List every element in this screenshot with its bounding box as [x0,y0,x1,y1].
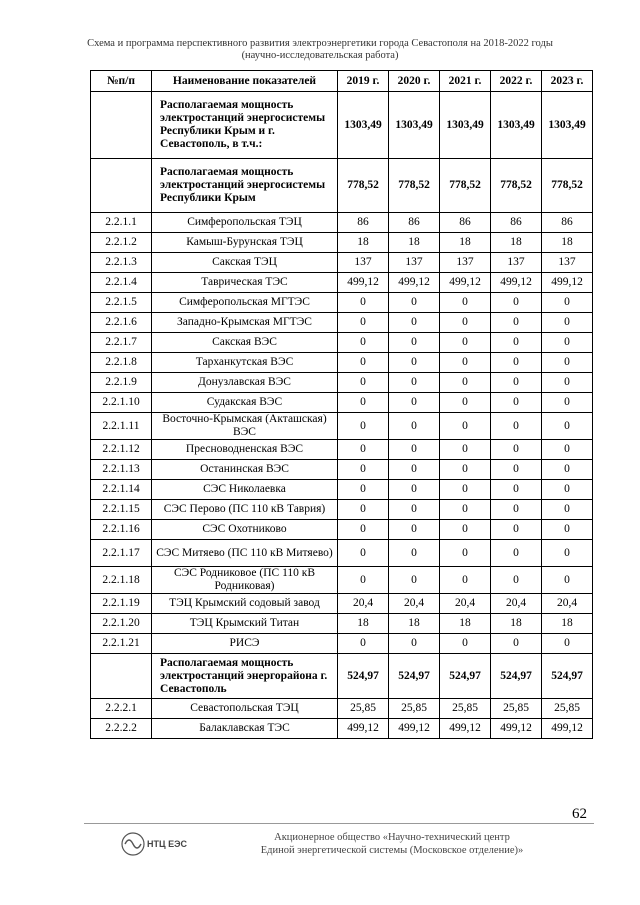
table-row [91,373,593,393]
value-2023: 499,12 [542,273,593,293]
row-name: Севастопольская ТЭЦ [152,699,338,719]
value-2019: 18 [338,233,389,253]
value-2019: 0 [338,440,389,460]
row-name: Таврическая ТЭС [152,273,338,293]
row-number [91,92,152,159]
value-2019: 0 [338,333,389,353]
row-name: Располагаемая мощность электростанций энергосистемы Республики Крым и г. Севастополь, в т.ч.: [152,92,338,159]
value-2022: 524,97 [491,654,542,699]
value-2019: 86 [338,213,389,233]
row-name: Тарханкутская ВЭС [152,353,338,373]
col-header-2019: 2019 г. [338,71,389,92]
value-2022: 0 [491,413,542,440]
value-2022: 86 [491,213,542,233]
table-row [91,92,593,159]
value-2022: 499,12 [491,719,542,739]
value-2020: 0 [389,353,440,373]
row-number: 2.2.1.19 [91,594,152,614]
value-2023: 0 [542,540,593,567]
value-2021: 0 [440,520,491,540]
value-2020: 0 [389,373,440,393]
table-row [91,413,593,440]
capacity-table [90,70,593,739]
value-2023: 499,12 [542,719,593,739]
value-2022: 18 [491,233,542,253]
table-row [91,353,593,373]
value-2022: 0 [491,520,542,540]
value-2020: 0 [389,393,440,413]
value-2020: 0 [389,413,440,440]
row-number: 2.2.1.10 [91,393,152,413]
row-name: РИСЭ [152,634,338,654]
value-2021: 18 [440,233,491,253]
value-2020: 499,12 [389,719,440,739]
footer-line-1: Акционерное общество «Научно-технический центр [274,832,510,843]
row-number: 2.2.1.7 [91,333,152,353]
value-2019: 499,12 [338,719,389,739]
value-2019: 0 [338,373,389,393]
value-2019: 0 [338,520,389,540]
row-name: Западно-Крымская МГТЭС [152,313,338,333]
logo-text: НТЦ ЕЭС [147,839,187,849]
value-2019: 524,97 [338,654,389,699]
value-2022: 0 [491,540,542,567]
row-number: 2.2.1.3 [91,253,152,273]
value-2021: 1303,49 [440,92,491,159]
value-2022: 0 [491,373,542,393]
value-2021: 0 [440,634,491,654]
value-2022: 778,52 [491,159,542,213]
row-name: Симферопольская МГТЭС [152,293,338,313]
value-2021: 0 [440,313,491,333]
value-2022: 0 [491,460,542,480]
row-number: 2.2.1.14 [91,480,152,500]
value-2020: 0 [389,460,440,480]
header-line-2: (научно-исследовательская работа) [241,50,399,61]
table-row [91,480,593,500]
row-number: 2.2.1.4 [91,273,152,293]
value-2020: 25,85 [389,699,440,719]
row-number: 2.2.1.2 [91,233,152,253]
table-row [91,699,593,719]
table-row [91,520,593,540]
value-2019: 0 [338,500,389,520]
value-2021: 0 [440,500,491,520]
value-2020: 18 [389,614,440,634]
row-number: 2.2.1.20 [91,614,152,634]
value-2023: 86 [542,213,593,233]
value-2022: 0 [491,500,542,520]
value-2023: 0 [542,413,593,440]
value-2020: 0 [389,313,440,333]
row-name: Располагаемая мощность электростанций энергорайона г. Севастополь [152,654,338,699]
value-2022: 0 [491,293,542,313]
table-row [91,273,593,293]
value-2021: 0 [440,540,491,567]
row-name: Сакская ВЭС [152,333,338,353]
value-2019: 0 [338,393,389,413]
value-2020: 20,4 [389,594,440,614]
footer-divider [84,823,594,824]
row-number [91,654,152,699]
value-2023: 0 [542,480,593,500]
value-2022: 0 [491,567,542,594]
value-2023: 524,97 [542,654,593,699]
table-row [91,654,593,699]
value-2021: 86 [440,213,491,233]
value-2021: 0 [440,567,491,594]
row-number: 2.2.1.13 [91,460,152,480]
value-2021: 778,52 [440,159,491,213]
row-name: Симферопольская ТЭЦ [152,213,338,233]
value-2021: 0 [440,373,491,393]
value-2021: 0 [440,393,491,413]
table-row [91,293,593,313]
value-2019: 0 [338,480,389,500]
value-2022: 0 [491,480,542,500]
table-row [91,440,593,460]
row-name: СЭС Охотниково [152,520,338,540]
value-2021: 0 [440,440,491,460]
row-number: 2.2.1.5 [91,293,152,313]
value-2023: 20,4 [542,594,593,614]
value-2021: 18 [440,614,491,634]
row-number [91,159,152,213]
col-header-num: №п/п [91,71,152,92]
value-2022: 1303,49 [491,92,542,159]
table-header-row [91,71,593,92]
value-2020: 0 [389,567,440,594]
value-2022: 0 [491,353,542,373]
value-2020: 524,97 [389,654,440,699]
value-2019: 0 [338,567,389,594]
table-row [91,634,593,654]
value-2023: 1303,49 [542,92,593,159]
value-2019: 20,4 [338,594,389,614]
value-2020: 86 [389,213,440,233]
value-2023: 0 [542,440,593,460]
col-header-2023: 2023 г. [542,71,593,92]
value-2021: 524,97 [440,654,491,699]
value-2020: 0 [389,333,440,353]
value-2020: 499,12 [389,273,440,293]
value-2022: 0 [491,634,542,654]
value-2019: 499,12 [338,273,389,293]
table-row [91,393,593,413]
value-2023: 0 [542,500,593,520]
value-2020: 137 [389,253,440,273]
row-name: ТЭЦ Крымский содовый завод [152,594,338,614]
row-name: Камыш-Бурунская ТЭЦ [152,233,338,253]
value-2019: 0 [338,413,389,440]
value-2022: 0 [491,393,542,413]
row-name: Восточно-Крымская (Акташская) ВЭС [152,413,338,440]
value-2021: 499,12 [440,719,491,739]
header-line-1: Схема и программа перспективного развития электроэнергетики города Севастополя на 2018-2022 годы [87,38,553,49]
row-number: 2.2.2.1 [91,699,152,719]
table-row [91,594,593,614]
value-2019: 0 [338,540,389,567]
value-2023: 0 [542,313,593,333]
row-name: Останинская ВЭС [152,460,338,480]
value-2019: 0 [338,634,389,654]
value-2021: 0 [440,460,491,480]
value-2022: 20,4 [491,594,542,614]
value-2019: 0 [338,460,389,480]
value-2023: 0 [542,520,593,540]
value-2023: 0 [542,293,593,313]
row-name: СЭС Перово (ПС 110 кВ Таврия) [152,500,338,520]
value-2019: 0 [338,313,389,333]
footer-text [222,831,562,857]
value-2023: 0 [542,567,593,594]
value-2020: 18 [389,233,440,253]
value-2019: 778,52 [338,159,389,213]
table-row [91,719,593,739]
value-2021: 0 [440,293,491,313]
row-number: 2.2.2.2 [91,719,152,739]
row-number: 2.2.1.9 [91,373,152,393]
value-2020: 0 [389,500,440,520]
value-2022: 0 [491,313,542,333]
company-logo [120,830,190,858]
row-number: 2.2.1.12 [91,440,152,460]
table-row [91,213,593,233]
value-2021: 20,4 [440,594,491,614]
col-header-2022: 2022 г. [491,71,542,92]
col-header-2021: 2021 г. [440,71,491,92]
table-row [91,333,593,353]
table-row [91,567,593,594]
table-row [91,500,593,520]
value-2023: 18 [542,614,593,634]
row-number: 2.2.1.17 [91,540,152,567]
value-2019: 0 [338,353,389,373]
value-2022: 137 [491,253,542,273]
value-2023: 0 [542,373,593,393]
row-number: 2.2.1.11 [91,413,152,440]
row-number: 2.2.1.21 [91,634,152,654]
col-header-name: Наименование показателей [152,71,338,92]
value-2023: 778,52 [542,159,593,213]
row-number: 2.2.1.18 [91,567,152,594]
row-name: Сакская ТЭЦ [152,253,338,273]
value-2023: 18 [542,233,593,253]
row-name: СЭС Митяево (ПС 110 кВ Митяево) [152,540,338,567]
row-name: Балаклавская ТЭС [152,719,338,739]
value-2023: 0 [542,634,593,654]
table-row [91,233,593,253]
value-2020: 1303,49 [389,92,440,159]
value-2023: 0 [542,393,593,413]
col-header-2020: 2020 г. [389,71,440,92]
row-name: Располагаемая мощность электростанций энергосистемы Республики Крым [152,159,338,213]
table-row [91,159,593,213]
value-2023: 0 [542,353,593,373]
value-2022: 0 [491,333,542,353]
page-header [0,38,640,62]
row-name: СЭС Николаевка [152,480,338,500]
row-name: Судакская ВЭС [152,393,338,413]
row-number: 2.2.1.15 [91,500,152,520]
value-2019: 25,85 [338,699,389,719]
value-2023: 0 [542,460,593,480]
value-2019: 137 [338,253,389,273]
row-name: Донузлавская ВЭС [152,373,338,393]
value-2022: 25,85 [491,699,542,719]
value-2023: 137 [542,253,593,273]
value-2021: 0 [440,413,491,440]
value-2020: 0 [389,440,440,460]
table-row [91,614,593,634]
value-2022: 18 [491,614,542,634]
footer-line-2: Единой энергетической системы (Московское отделение)» [260,845,524,856]
table-row [91,313,593,333]
value-2023: 0 [542,333,593,353]
value-2023: 25,85 [542,699,593,719]
value-2020: 0 [389,480,440,500]
row-number: 2.2.1.8 [91,353,152,373]
value-2020: 0 [389,520,440,540]
row-name: ТЭЦ Крымский Титан [152,614,338,634]
value-2020: 0 [389,634,440,654]
value-2019: 18 [338,614,389,634]
value-2021: 25,85 [440,699,491,719]
table-row [91,540,593,567]
value-2020: 0 [389,540,440,567]
value-2020: 0 [389,293,440,313]
value-2021: 0 [440,353,491,373]
value-2019: 0 [338,293,389,313]
value-2021: 137 [440,253,491,273]
value-2021: 0 [440,333,491,353]
row-name: СЭС Родниковое (ПС 110 кВ Родниковая) [152,567,338,594]
value-2022: 0 [491,440,542,460]
value-2022: 499,12 [491,273,542,293]
table-row [91,460,593,480]
row-number: 2.2.1.1 [91,213,152,233]
row-number: 2.2.1.16 [91,520,152,540]
value-2020: 778,52 [389,159,440,213]
value-2021: 0 [440,480,491,500]
value-2019: 1303,49 [338,92,389,159]
row-name: Пресноводненская ВЭС [152,440,338,460]
page-number: 62 [572,806,587,822]
row-number: 2.2.1.6 [91,313,152,333]
table-row [91,253,593,273]
value-2021: 499,12 [440,273,491,293]
